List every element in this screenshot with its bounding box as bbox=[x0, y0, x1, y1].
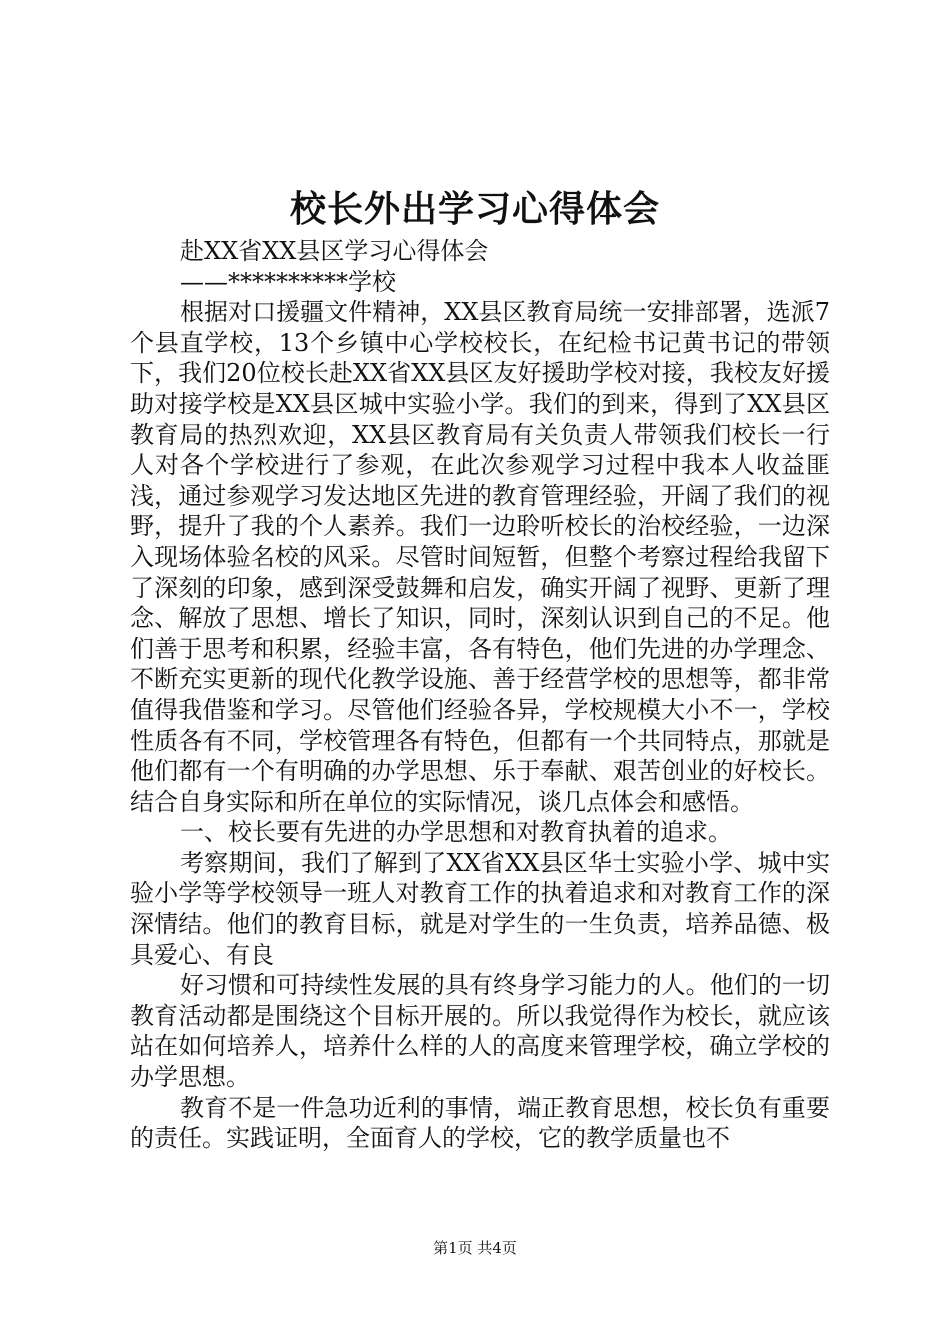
page-number-footer: 第1页 共4页 bbox=[433, 1239, 517, 1257]
paragraph: 教育不是一件急功近利的事情，端正教育思想，校长负有重要的责任。实践证明，全面育人的学校，它的教学质量也不 bbox=[130, 1093, 830, 1153]
document-subtitle: 赴XX省XX县区学习心得体会 bbox=[180, 237, 489, 265]
document-title: 校长外出学习心得体会 bbox=[289, 188, 660, 230]
paragraph: 根据对口援疆文件精神，XX县区教育局统一安排部署，选派7个县直学校，13个乡镇中心学校校长，在纪检书记黄书记的带领下，我们20位校长赴XX省XX县区友好援助学校对接，我校友好援助对接学校是XX县区城中实验小学。我们的到来，得到了XX县区教育局的热烈欢迎，XX县区教育局有关负责人带领我们校长一行人对各个学校进行了参观，在此次参观学习过程中我本人收益匪浅，通过参观学习发达地区先进的教育管理经验，开阔了我们的视野，提升了我的个人素养。我们一边聆听校长的治校经验，一边深入现场体验名校的风采。尽管时间短暂，但整个考察过程给我留下了深刻的印象，感到深受鼓舞和启发，确实开阔了视野、更新了理念、解放了思想、增长了知识，同时，深刻认识到自己的不足。他们善于思考和积累，经验丰富，各有特色，他们先进的办学理念、不断充实更新的现代化教学设施、善于经营学校的思想等，都非常值得我借鉴和学习。尽管他们经验各异，学校规模大小不一，学校性质各有不同，学校管理各有特色，但都有一个共同特点，那就是他们都有一个有明确的办学思想、乐于奉献、艰苦创业的好校长。结合自身实际和所在单位的实际情况，谈几点体会和感悟。 bbox=[130, 298, 830, 816]
paragraph: 考察期间，我们了解到了XX省XX县区华士实验小学、城中实验小学等学校领导一班人对教育工作的执着追求和对教育工作的深深情结。他们的教育目标，就是对学生的一生负责，培养品德、极具爱心、有良 bbox=[130, 848, 830, 969]
document-body bbox=[130, 236, 830, 1154]
document-signature: ——**********学校 bbox=[180, 267, 396, 296]
section-heading: 一、校长要有先进的办学思想和对教育执着的追求。 bbox=[180, 818, 732, 847]
paragraph: 好习惯和可持续性发展的具有终身学习能力的人。他们的一切教育活动都是围绕这个目标开展的。所以我觉得作为校长，就应该站在如何培养人，培养什么样的人的高度来管理学校，确立学校的办学思想。 bbox=[130, 971, 830, 1092]
